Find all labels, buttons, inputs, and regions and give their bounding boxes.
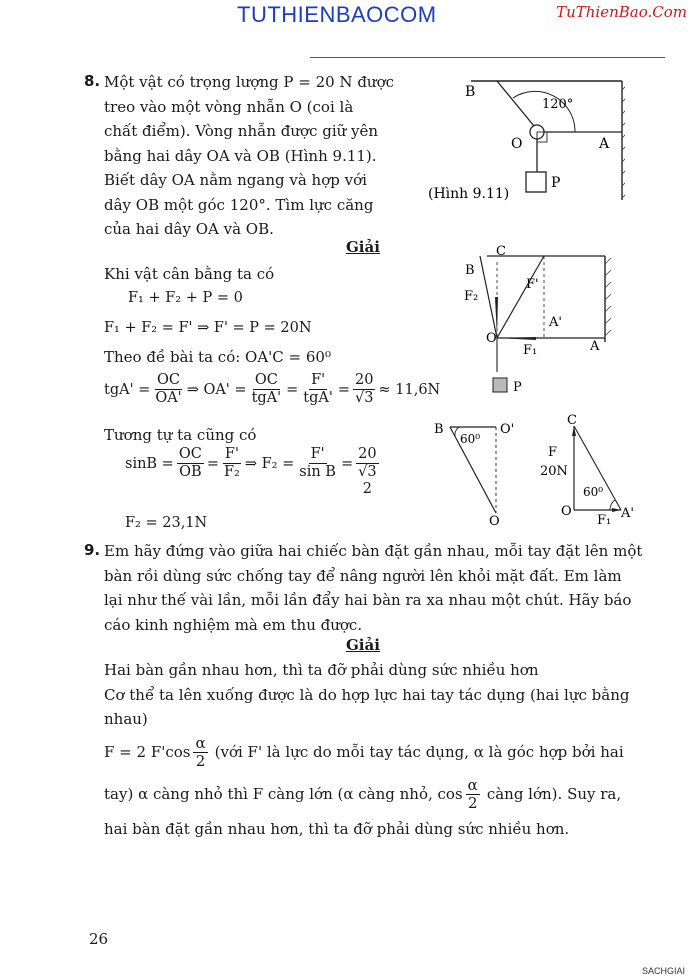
fig4-label-O: O xyxy=(561,504,572,519)
statement-line: lại như thế vài lần, mỗi lần đẩy hai bàn ra xa nhau một chút. Hãy báo xyxy=(104,591,632,609)
fig3-label-B: B xyxy=(434,422,444,437)
site-logo: TuThienBao.Com xyxy=(556,3,687,21)
solution-8-heading: Giải xyxy=(346,238,380,256)
solution-8-line-1: Khi vật cân bằng ta có xyxy=(104,265,275,283)
fig4-label-angle: 60⁰ xyxy=(583,485,604,499)
fraction: $\frac{\alpha}{2}$ xyxy=(467,776,478,812)
fig2-label-F1: F₁ xyxy=(523,343,538,358)
fig3-label-O: O xyxy=(489,514,500,527)
f-lhs: F = 2 F'cos xyxy=(104,743,191,762)
fig2-label-P: P xyxy=(513,380,522,395)
page-number: 26 xyxy=(89,930,109,948)
statement-line: dây OB một góc 120°. Tìm lực căng xyxy=(104,195,374,214)
fig3-label-Oprime: O' xyxy=(500,422,515,437)
figure-caption: (Hình 9.11) xyxy=(428,186,510,202)
solution-9-heading: Giải xyxy=(346,636,380,654)
figure-force-diagram xyxy=(460,242,635,407)
equation-F xyxy=(104,735,624,770)
figure-triangle-left xyxy=(430,417,530,527)
fraction: $\frac{F'}{\text{sin B}}$ xyxy=(299,446,336,480)
statement-line: Em hãy đứng vào giữa hai chiếc bàn đặt gần nhau, mỗi tay đặt lên một xyxy=(104,542,643,560)
statement-line: treo vào một vòng nhẫn O (coi là xyxy=(104,97,354,116)
statement-line: Biết dây OA nằm ngang và hợp với xyxy=(104,171,367,189)
fraction: $\frac{20}{√3}$ xyxy=(355,372,374,406)
fig3-label-angle: 60⁰ xyxy=(460,432,481,446)
statement-line: Một vật có trọng lượng P = 20 N được xyxy=(104,73,395,91)
fig4-label-Aprime: A' xyxy=(621,506,634,521)
label-A: A xyxy=(599,136,610,152)
fraction: $\frac{OC}{OB}$ xyxy=(178,446,202,480)
fraction: $\frac{OC}{\text{tgA'}}$ xyxy=(251,372,282,406)
result-F2: F₂ = 23,1N xyxy=(125,515,208,531)
tg-result: ≈ 11,6N xyxy=(378,381,441,398)
solution-9-line-5: tay) α càng nhỏ thì F càng lớn (α càng nhỏ, cos $\frac{\alpha}{2}$ càng lớn). Suy ra, xyxy=(104,776,622,812)
statement-line: bàn rồi dùng sức chống tay để nâng người lên khỏi mặt đất. Em làm xyxy=(104,566,622,585)
label-P: P xyxy=(551,175,561,191)
equation-tg: tgA' = $\frac{OC}{OA'}$ ⇒ OA' = $\frac{OC}{\text{tgA'}}$ = $\frac{F'}{\text{tgA'}}$ = $\frac{20}{√3}$ ≈ 11,6N xyxy=(104,372,441,406)
sin-mid: ⇒ F₂ = xyxy=(244,456,295,472)
fig2-label-F2: F₂ xyxy=(464,289,479,304)
fig2-label-C: C xyxy=(496,244,506,259)
solution-9-line-1: Hai bàn gần nhau hơn, thì ta đỡ phải dùng sức nhiều hơn xyxy=(104,661,539,679)
tg-mid: ⇒ OA' = xyxy=(186,381,247,398)
solution-9-line-3: nhau) xyxy=(104,710,148,728)
problem-8-statement xyxy=(104,70,404,242)
fig4-label-20N: 20N xyxy=(540,464,568,479)
label-B: B xyxy=(465,84,476,100)
equation-sin: sinB = $\frac{OC}{OB}$ = $\frac{F'}{\text{F₂}}$ ⇒ F₂ = $\frac{F'}{\text{sin B}}$ = 20 √3 2 xyxy=(125,446,377,497)
fig2-label-B: B xyxy=(465,263,475,278)
figure-9-11 xyxy=(425,70,625,210)
tg-lhs: tgA' = xyxy=(104,381,151,398)
solution-9-line-6: hai bàn đặt gần nhau hơn, thì ta đỡ phải dùng sức nhiều hơn. xyxy=(104,820,570,838)
label-O: O xyxy=(511,136,523,152)
solution-9-line-2: Cơ thể ta lên xuống được là do hợp lực hai tay tác dụng (hai lực bằng xyxy=(104,686,630,704)
statement-line: của hai dây OA và OB. xyxy=(104,220,274,238)
footer-logo: SACHGIAI xyxy=(641,966,685,976)
equation-resultant: F₁ + F₂ = F' ⇒ F' = P = 20N xyxy=(104,320,312,336)
f-rest: (với F' là lực do mỗi tay tác dụng, α là góc hợp bởi hai xyxy=(214,743,624,762)
solution-8-line-3: Tương tự ta cũng có xyxy=(104,426,257,444)
fig4-label-F: F xyxy=(548,445,558,460)
solution-8-line-2: Theo đề bài ta có: OA'C = 60⁰ xyxy=(104,348,331,366)
header-rule xyxy=(310,57,665,58)
fraction: $\frac{F'}{\text{tgA'}}$ xyxy=(303,372,333,406)
fraction: $\frac{F'}{\text{F₂}}$ xyxy=(223,446,240,480)
equation-forces-sum: F₁ + F₂ + P = 0 xyxy=(128,290,243,306)
label-angle-120: 120° xyxy=(542,97,574,112)
fig4-label-F1: F₁ xyxy=(597,513,612,528)
fig2-label-A: A xyxy=(590,339,600,354)
fraction: $\frac{OC}{OA'}$ xyxy=(155,372,182,406)
statement-line: cáo kinh nghiệm mà em thu được. xyxy=(104,615,363,634)
statement-line: bằng hai dây OA và OB (Hình 9.11). xyxy=(104,146,377,165)
figure-triangle-right xyxy=(535,412,645,532)
fraction: 20 √3 2 xyxy=(358,446,377,497)
fig2-label-Aprime: A' xyxy=(549,315,562,330)
fraction: $\frac{\alpha}{2}$ xyxy=(195,734,206,770)
fig2-label-O: O xyxy=(486,331,497,346)
problem-9-statement xyxy=(104,539,659,637)
fig2-label-Fprime: F' xyxy=(526,277,539,292)
problem-9-number: 9. xyxy=(84,541,101,559)
sin-lhs: sinB = xyxy=(125,456,174,472)
statement-line: chất điểm). Vòng nhẫn được giữ yên xyxy=(104,122,379,140)
site-title: TUTHIENBAOCOM xyxy=(237,2,437,27)
problem-8-number: 8. xyxy=(84,72,101,90)
fig4-label-C: C xyxy=(567,413,577,428)
